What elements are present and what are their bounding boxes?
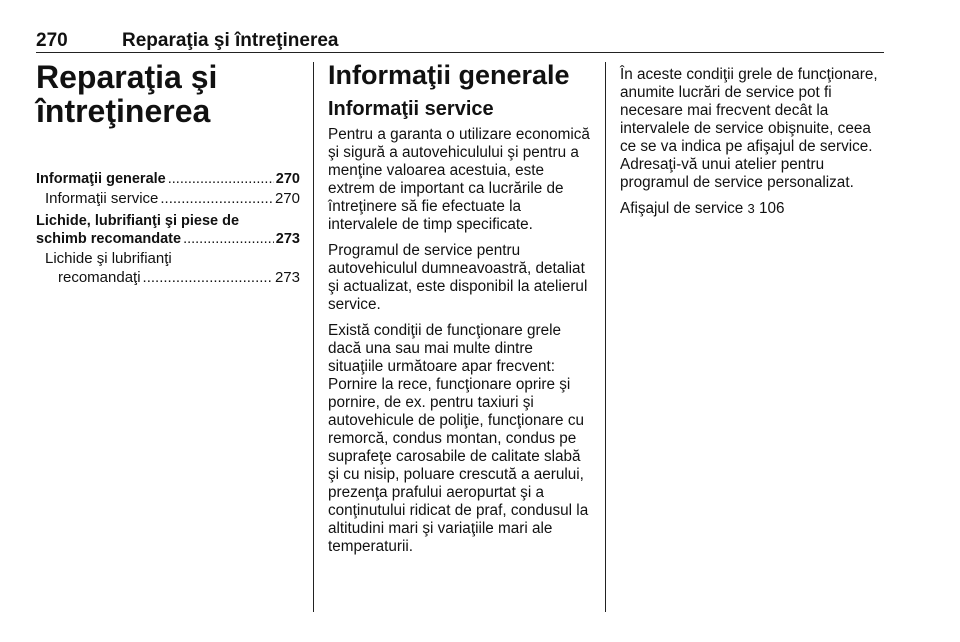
toc-entry-page: 273	[275, 231, 300, 247]
toc-entry-page: 273	[274, 269, 300, 286]
toc-entry-fluids[interactable]	[36, 230, 300, 249]
toc-entry-page: 270	[275, 171, 300, 187]
toc-entry-general-info[interactable]	[36, 170, 300, 189]
paragraph: Pentru a garanta o utilizare economică şi sigură a autovehiculului şi pentru a menţine valoarea acestuia, este extrem de important ca lucrările de întreţinere să fie efectuate la intervalele de timp specificate.	[328, 126, 590, 233]
paragraph: Programul de service pentru autovehiculul dumneavoastră, detaliat şi actualizat, este disponibil la atelierul service.	[328, 242, 588, 313]
header-rule	[36, 52, 884, 53]
toc-leader-dots	[143, 268, 273, 287]
toc-leader-dots	[160, 189, 273, 208]
reference-text: Afişajul de service	[620, 200, 744, 217]
page-number: 270	[36, 30, 68, 51]
running-title: Reparaţia şi întreţinerea	[122, 30, 339, 51]
toc-entry-label: recomandaţi	[58, 269, 141, 286]
content-column-right	[620, 60, 884, 226]
paragraph: În aceste condiţii grele de funcţionare, anumite lucrări de service pot fi necesare mai frecvent decât la intervalele de service obişnuite, ceea ce se va indica pe afişajul de service. Adresaţi-vă unui atelier pentru programul de service personalizat.	[620, 66, 878, 191]
column-divider	[313, 62, 314, 612]
toc-entry-recommended-fluids[interactable]	[36, 268, 300, 287]
service-display-reference[interactable]	[620, 200, 884, 218]
toc-entry-label: Informaţii generale	[36, 171, 166, 187]
paragraph: Există condiţii de funcţionare grele dacă una sau mai multe dintre situaţiile următoare apar frecvent: Pornire la rece, funcţionare oprire şi pornire, de ex. pentru taxiuri şi autovehicule de poliţie, funcţionare cu remorcă, condus montan, condus pe suprafeţe carosabile de calitate slabă şi cu nisip, poluare crescută a aerului, prezenţa prafului aeropurtat şi a conţinutului ridicat de praf, condusul la altitudini mari şi variaţiile mari ale temperaturii.	[328, 322, 589, 555]
reference-page: 106	[759, 200, 785, 217]
toc-entry-service-info[interactable]	[36, 189, 300, 208]
toc-entry-recommended-fluids-line1[interactable]: Lichide şi lubrifianţi	[45, 250, 172, 267]
toc-entry-label: Informaţii service	[45, 190, 159, 207]
chapter-title	[36, 60, 300, 128]
content-column-middle	[328, 60, 592, 564]
page-reference-arrow-icon: 3	[747, 201, 755, 216]
toc-leader-dots	[183, 230, 274, 249]
toc-column	[36, 60, 300, 287]
toc-entry-fluids-heading[interactable]: Lichide, lubrifianţi şi piese de	[36, 213, 240, 229]
section-title: Informaţii generale	[328, 60, 570, 90]
column-divider	[605, 62, 606, 612]
toc-entry-label: schimb recomandate	[36, 231, 182, 247]
page-header	[36, 30, 884, 52]
chapter-title-line2: întreţinerea	[36, 93, 211, 129]
toc-leader-dots	[168, 170, 274, 189]
subsection-title: Informaţii service	[328, 98, 494, 120]
chapter-title-line1: Reparaţia şi	[36, 59, 218, 95]
toc-entry-page: 270	[274, 190, 300, 207]
